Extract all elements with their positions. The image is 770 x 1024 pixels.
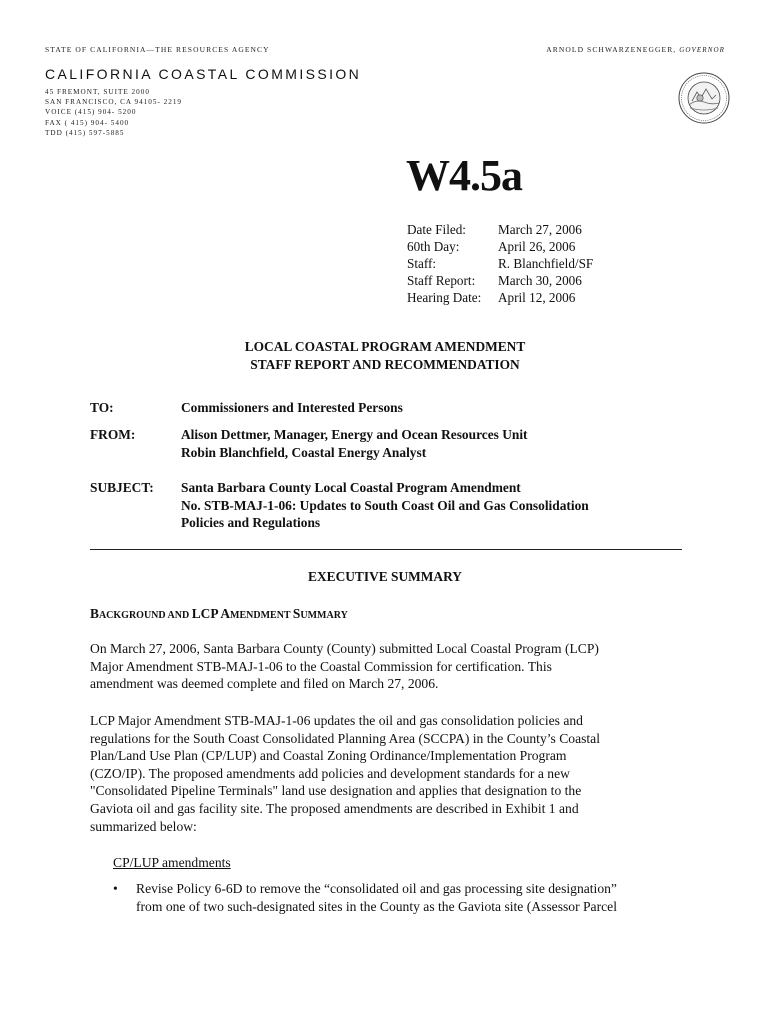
memo-subject-line: Policies and Regulations	[181, 515, 321, 530]
cp-lup-heading: CP/LUP amendments	[113, 855, 231, 870]
heading-part: ACKGROUND AND	[98, 610, 192, 621]
memo-from-line: Alison Dettmer, Manager, Energy and Ocean Resources Unit	[181, 427, 528, 442]
state-seal-icon	[678, 72, 730, 124]
bullet-symbol: •	[113, 881, 118, 896]
paragraph-line: amendment was deemed complete and filed on March 27, 2006.	[90, 676, 439, 692]
agency-header: STATE OF CALIFORNIA—THE RESOURCES AGENCY	[45, 45, 270, 54]
commission-name: CALIFORNIA COASTAL COMMISSION	[45, 66, 362, 82]
filing-label: Staff Report:	[407, 273, 476, 288]
paragraph-line: On March 27, 2006, Santa Barbara County (County) submitted Local Coastal Program (LCP)	[90, 641, 599, 656]
filing-value: March 27, 2006	[498, 222, 582, 237]
paragraph-line: Gaviota oil and gas facility site. The proposed amendments are described in Exhibit 1 and	[90, 800, 579, 816]
filing-value: R. Blanchfield/SF	[498, 256, 594, 271]
filing-label: Hearing Date:	[407, 290, 482, 305]
paragraph	[90, 712, 690, 835]
filing-value: March 30, 2006	[498, 273, 582, 288]
paragraph-line: Major Amendment STB-MAJ-1-06 to the Coastal Commission for certification. This	[90, 658, 552, 674]
address-line: VOICE (415) 904- 5200	[45, 108, 137, 117]
report-title-line: LOCAL COASTAL PROGRAM AMENDMENT	[244, 339, 526, 354]
memo-subject-line: Santa Barbara County Local Coastal Program Amendment	[181, 480, 521, 495]
memo-from-line: Robin Blanchfield, Coastal Energy Analyst	[181, 444, 427, 460]
filing-label: 60th Day:	[407, 239, 460, 254]
heading-part: S	[292, 606, 301, 621]
filing-label: Staff:	[407, 256, 437, 271]
paragraph-line: LCP Major Amendment STB-MAJ-1-06 updates the oil and gas consolidation policies and	[90, 713, 583, 728]
report-title-line: STAFF REPORT AND RECOMMENDATION	[250, 357, 520, 372]
heading-part: LCP	[191, 606, 221, 621]
report-title	[0, 338, 770, 374]
bullet-line: Revise Policy 6-6D to remove the “consolidated oil and gas processing site designation”	[136, 881, 617, 896]
filing-value: April 12, 2006	[498, 290, 576, 305]
heading-part: UMMARY	[300, 610, 348, 621]
memo-subject-label: SUBJECT:	[90, 480, 154, 495]
governor-title: GOVERNOR	[679, 46, 725, 54]
filing-label: Date Filed:	[407, 222, 466, 237]
memo-to-value: Commissioners and Interested Persons	[181, 400, 403, 415]
paragraph-line: (CZO/IP). The proposed amendments add policies and development standards for a new	[90, 765, 570, 781]
governor-header	[546, 45, 725, 54]
governor-name: ARNOLD SCHWARZENEGGER,	[546, 45, 677, 54]
paragraph-line: Plan/Land Use Plan (CP/LUP) and Coastal Zoning Ordinance/Implementation Program	[90, 748, 567, 764]
filing-row	[407, 238, 593, 255]
address-line: 45 FREMONT, SUITE 2000	[45, 88, 150, 96]
divider	[90, 549, 682, 550]
address-line: SAN FRANCISCO, CA 94105- 2219	[45, 98, 183, 107]
paragraph	[90, 640, 690, 693]
memo-from-label: FROM:	[90, 427, 136, 442]
heading-part: B	[90, 606, 99, 621]
filing-row	[407, 221, 593, 238]
bullet-text	[136, 880, 696, 915]
commission-address	[45, 87, 182, 138]
paragraph-line: "Consolidated Pipeline Terminals" land use designation and applies that designation to the	[90, 783, 582, 799]
address-line: FAX ( 415) 904- 5400	[45, 118, 130, 127]
heading-part: A	[220, 606, 231, 621]
paragraph-line: summarized below:	[90, 818, 197, 834]
paragraph-line: regulations for the South Coast Consolidated Planning Area (SCCPA) in the County’s Coastal	[90, 730, 600, 746]
filing-row	[407, 255, 593, 272]
filing-row	[407, 289, 593, 306]
filing-value: April 26, 2006	[498, 239, 576, 254]
memo-to-label: TO:	[90, 400, 114, 415]
filing-info	[407, 221, 593, 306]
filing-row	[407, 272, 593, 289]
background-heading	[90, 606, 348, 622]
address-line: TDD (415) 597-5885	[45, 128, 125, 137]
item-number: W4.5a	[406, 151, 522, 200]
executive-summary-heading: EXECUTIVE SUMMARY	[308, 569, 462, 584]
bullet-line: from one of two such-designated sites in the County as the Gaviota site (Assessor Parcel	[136, 898, 617, 914]
memo-subject-line: No. STB-MAJ-1-06: Updates to South Coast Oil and Gas Consolidation	[181, 497, 589, 513]
heading-part: MENDMENT	[230, 610, 293, 621]
